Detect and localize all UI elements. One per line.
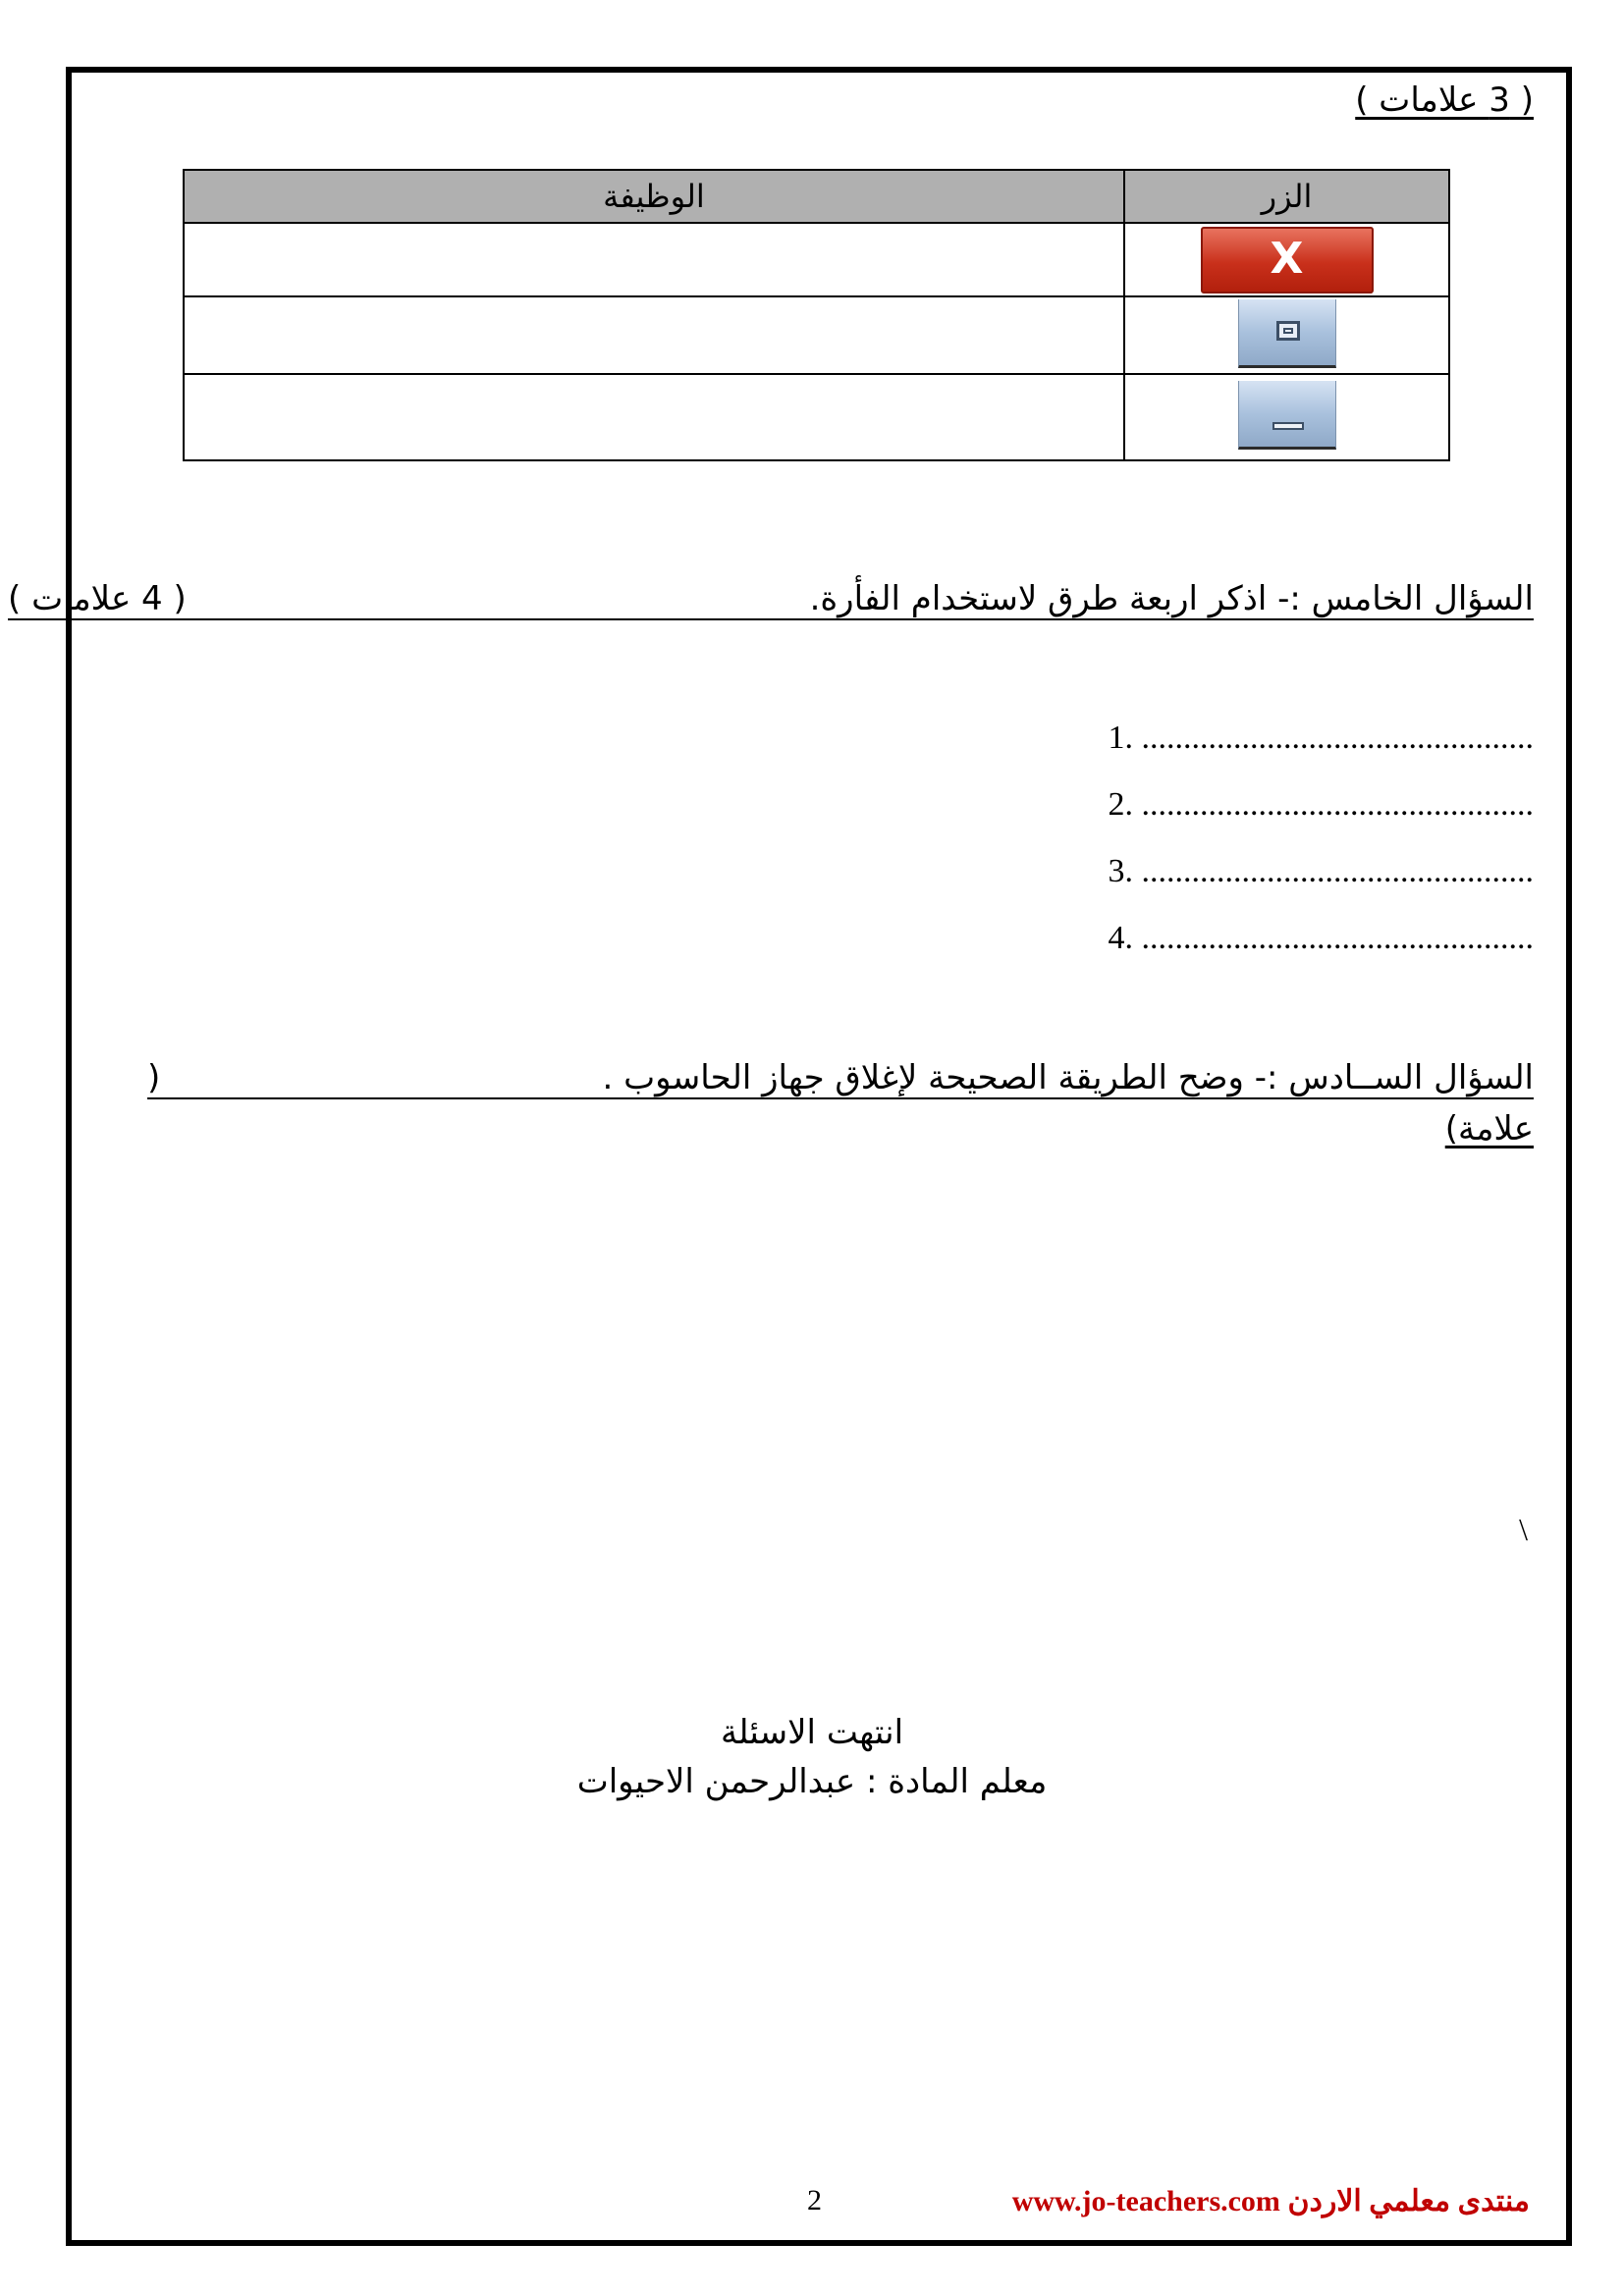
table-row [184, 374, 1449, 460]
q5-item: 1. ............................................... [1108, 720, 1534, 756]
function-cell [184, 296, 1124, 374]
end-line: انتهت الاسئلة [720, 1713, 904, 1752]
q6-underline [147, 1097, 1534, 1099]
page-number: 2 [807, 2184, 822, 2216]
teacher-line: معلم المادة : عبدالرحمن الاحيوات [576, 1762, 1048, 1801]
q5-item: 2. ............................................... [1108, 786, 1534, 823]
header-function: الوظيفة [184, 170, 1124, 223]
header-button: الزر [1124, 170, 1449, 223]
q6-title: السؤال الســادس :- وضح الطريقة الصحيحة لإغلاق جهاز الحاسوب . [602, 1058, 1534, 1097]
minimize-window-icon [1238, 381, 1336, 450]
table-row [184, 223, 1449, 296]
q5-marks: ( 4 علامات ) [8, 579, 187, 618]
q5-item: 4. ............................................... [1108, 920, 1534, 956]
maximize-window-icon [1238, 299, 1336, 368]
q5-underline [8, 618, 1534, 620]
close-window-icon: X [1201, 227, 1374, 294]
table-row [184, 296, 1449, 374]
button-cell [1124, 374, 1449, 460]
q5-item: 3. ............................................... [1108, 853, 1534, 889]
button-cell [1124, 223, 1449, 296]
function-cell [184, 223, 1124, 296]
footer-site[interactable]: www.jo-teachers.com منتدى معلمي الاردن [1011, 2185, 1530, 2217]
q6-marks-open: ( [147, 1058, 161, 1097]
q5-title: السؤال الخامس :- اذكر اربعة طرق لاستخدام الفأرة. [809, 579, 1534, 618]
buttons-table [183, 169, 1450, 461]
stray-mark: \ [1519, 1512, 1528, 1547]
q6-marks-close: علامة) [1444, 1109, 1534, 1148]
top-marks: ( 3 علامات ) [1355, 80, 1534, 120]
table-header-row [184, 170, 1449, 223]
function-cell [184, 374, 1124, 460]
button-cell [1124, 296, 1449, 374]
